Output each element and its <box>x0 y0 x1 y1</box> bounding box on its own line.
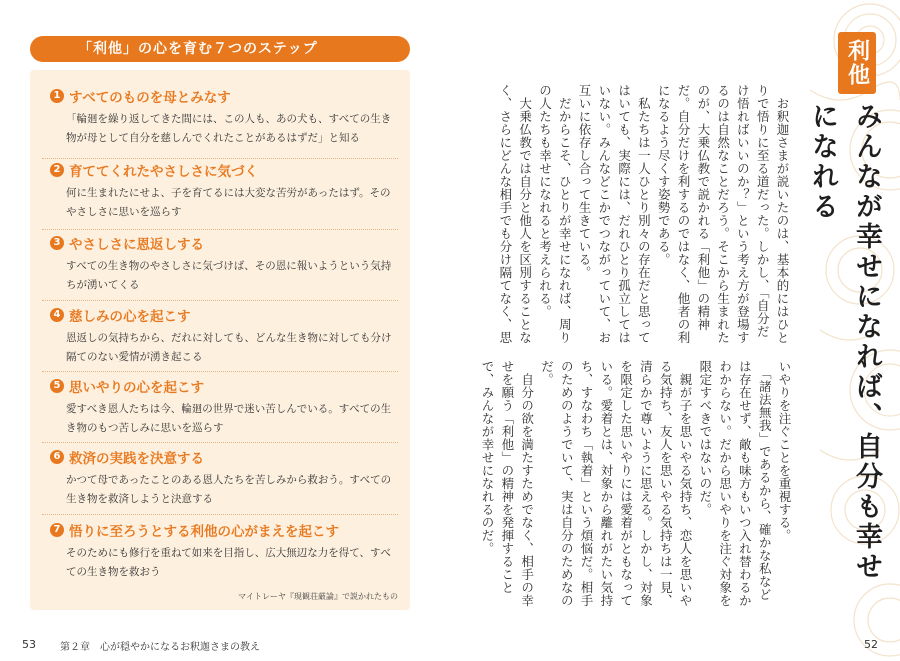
page-number: 52 <box>864 638 878 651</box>
step-number-icon: 4 <box>50 308 64 322</box>
step-number-icon: 1 <box>50 89 64 103</box>
step-description: 恩返しの気持ちから、だれに対しても、どんな生き物に対しても分け隔てのない愛情が湧き起こる <box>66 332 392 363</box>
step-1 <box>50 86 400 148</box>
right-page <box>450 0 900 661</box>
body-text-lower: いやりを注ぐことを重視する。 「諸法無我」であるから、確かな私などは存在せず、敵も味方もいつ入れ替わるかわからない。だから思いやりを注ぐ対象を限定すべきではないのだ。 親が子を思いやる気持ち、恋人を思いやる気持ち、友人を思いやる気持ちは一見、清らかで尊いように思える。しかし、対象を限定した思いやりには愛着がともなっている。愛着とは、対象から離れがたい気持ち、すなわち「執着」という煩悩だ。相手のためのようでいて、実は自分のためなのだ。 自分の欲を満たすためでなく、相手の幸せを願う「利他」の精神を発揮することで、みんなが幸せになれるのだ。 <box>480 360 792 607</box>
step-description: 愛すべき恩人たちは今、輪廻の世界で迷い苦しんでいる。すべての生き物のもつ苦しみに思いを巡らす <box>66 403 392 434</box>
step-description: そのためにも修行を重ねて如来を目指し、広大無辺な力を得て、すべての生き物を救おう <box>66 547 391 578</box>
divider <box>42 158 398 159</box>
step-7 <box>50 520 400 582</box>
step-number-icon: 6 <box>50 450 64 464</box>
step-number-icon: 7 <box>50 523 64 537</box>
step-title: すべてのものを母とみなす <box>69 90 231 106</box>
source-note: マイトレーヤ『現観荘厳論』で説かれたもの <box>238 592 398 601</box>
divider <box>42 442 398 443</box>
chapter-title: 第２章 心が穏やかになるお釈迦さまの教え <box>60 642 260 653</box>
steps-box <box>30 70 410 610</box>
step-description: 何に生まれたにせよ、子を育てるには大変な苦労があったはず。そのやさしさに思いを巡らす <box>66 187 391 218</box>
step-description: かつて母であったことのある恩人たちを苦しみから救おう。すべての生き物を救済しようと決意する <box>66 474 392 505</box>
step-title: やさしさに恩返しする <box>69 237 204 253</box>
steps-header: 「利他」の心を育む７つのステップ <box>30 36 410 62</box>
topic-badge: 利他 <box>838 32 876 94</box>
step-number-icon: 3 <box>50 236 64 250</box>
step-4 <box>50 305 400 367</box>
step-title: 慈しみの心を起こす <box>69 309 191 325</box>
step-2 <box>50 160 400 222</box>
step-6 <box>50 447 400 509</box>
step-number-icon: 2 <box>50 163 64 177</box>
divider <box>42 300 398 301</box>
step-5 <box>50 376 400 438</box>
divider <box>42 371 398 372</box>
step-description: すべての生き物のやさしさに気づけば、その恩に報いようという気持ちが湧いてくる <box>66 260 392 291</box>
page-title: みんなが幸せになれば、自分も幸せになれる <box>807 102 882 582</box>
divider <box>42 514 398 515</box>
divider <box>42 229 398 230</box>
step-description: 「輪廻を繰り返してきた間には、この人も、あの犬も、すべての生き物が母として自分を慈しんでくれたことがあるはずだ」と知る <box>66 113 392 144</box>
step-title: 思いやりの心を起こす <box>69 380 204 396</box>
page-number: 53 <box>22 638 36 651</box>
step-number-icon: 5 <box>50 379 64 393</box>
body-text-upper: お釈迦さまが説いたのは、基本的にはひとりで悟りに至る道だった。しかし、「自分だけ悟ればいいのか？」という考え方が登場するのは自然なことだろう。そこから生まれたのが、大乗仏教で説かれる「利他」の精神だ。自分だけを利するのではなく、他者の利になるよう尽くす姿勢である。 私たちは一人ひとり別々の存在だと思ってはいても、実際には、だれひとり孤立してはいない。みんなどこかでつながっていて、お互いに依存し合って生きている。 だからこそ、ひとりが幸せになれば、周りの人たちも幸せになれると考えられる。 大乗仏教では自分と他人を区別することなく、さらにどんな相手でも分け隔てなく、思 <box>497 84 790 344</box>
step-title: 悟りに至ろうとする利他の心がまえを起こす <box>69 524 339 540</box>
step-3 <box>50 233 400 295</box>
step-title: 救済の実践を決意する <box>69 451 204 467</box>
step-title: 育ててくれたやさしさに気づく <box>69 164 258 180</box>
